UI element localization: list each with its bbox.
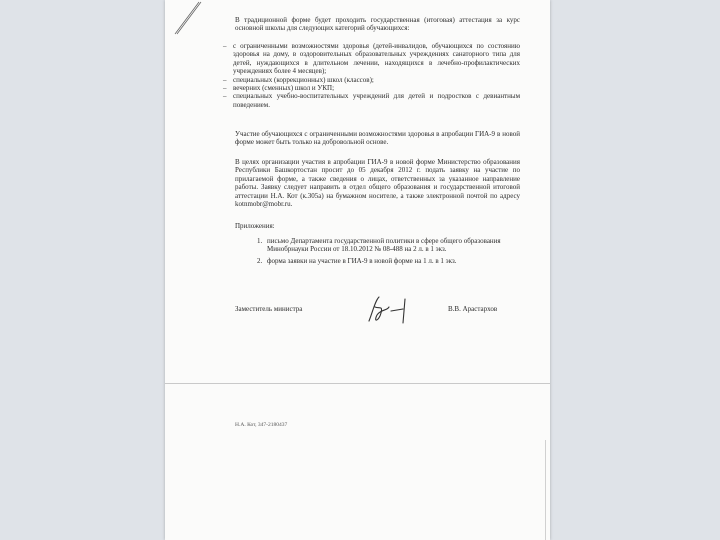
- page-divider: [165, 383, 550, 384]
- appendix-text: письмо Департамента государственной политики в сфере общего образования Минобрнауки России от 18.10.2012 № 08-488 на 2 л. в 1 экз.: [267, 237, 501, 254]
- list-item: – специальных (коррекционных) школ (классов);: [223, 76, 520, 84]
- appendix-item: [257, 237, 519, 254]
- appendix-item: [257, 257, 519, 265]
- signatory-name: В.В. Арастархов: [448, 305, 498, 313]
- appendix-number: 2.: [257, 256, 263, 265]
- appendix-text: форма заявки на участие в ГИА-9 в новой форме на 1 л. в 1 экз.: [267, 256, 457, 265]
- handwritten-signature: [363, 293, 413, 327]
- list-item: – вечерних (сменных) школ и УКП;: [223, 84, 520, 92]
- appendix-list: [257, 237, 519, 268]
- footer-contact: Н.А. Кот, 347-2180437: [235, 422, 288, 428]
- signatory-title: Заместитель министра: [235, 305, 303, 313]
- scanned-page: [165, 0, 550, 540]
- intro-paragraph: В традиционной форме будет проходить государственная (итоговая) аттестация за курс основной школы для следующих категорий обучающихся:: [235, 16, 520, 33]
- request-paragraph: В целях организации участия в апробации ГИА-9 в новой форме Министерство образования Республики Башкортостан просит до 05 декабря 2012 г. подать заявку на участие по прилагаемой форме, а также сведения о лицах, ответственных за указанное направление работы. Заявку следует направить в отдел общего образования и государственной итоговой аттестации Н.А. Кот (к.305а) на бумажном носителе, а также электронной почтой по адресу kotnmobr@mobr.ru.: [235, 158, 520, 209]
- appendix-label: Приложения:: [235, 222, 275, 230]
- list-item: – с ограниченными возможностями здоровья (детей-инвалидов, обучающихся по состоянию здоровья на дому, в оздоровительных образовательных учреждениях санаторного типа для детей, нуждающихся в длительном лечении, находящихся в лечебно-профилактических учреждениях более 4 месяцев);: [223, 42, 520, 76]
- participation-paragraph: Участие обучающихся с ограниченными возможностями здоровья в апробации ГИА-9 в новой форме может быть только на добровольной основе.: [235, 130, 520, 147]
- list-item: – специальных учебно-воспитательных учреждений для детей и подростков с девиантным поведением.: [223, 92, 520, 109]
- scan-edge-line: [545, 440, 546, 540]
- category-list: [223, 42, 520, 109]
- scan-artifact-mark: [173, 0, 213, 36]
- appendix-number: 1.: [257, 237, 263, 245]
